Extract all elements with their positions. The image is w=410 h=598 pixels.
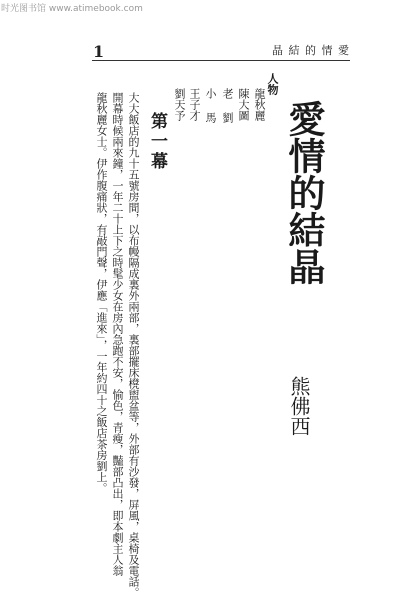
cast-member: 老 劉 xyxy=(221,88,234,123)
page-number: 1 xyxy=(93,42,105,61)
cast-member: 劉天予 xyxy=(173,88,186,121)
watermark: 时光图书馆 www.atimebook.com xyxy=(1,4,143,14)
body-line: 龍秋麗女士。伊作腹痛狀，有敲門聲，伊應「進來」，一年約四十之飯店茶房劉上。 xyxy=(95,92,108,494)
play-title: 愛情的結晶 xyxy=(282,100,326,285)
cast-member: 龍秋麗 xyxy=(253,88,266,121)
cast-member: 陳大圖 xyxy=(237,88,250,121)
author: 熊佛西 xyxy=(287,376,311,436)
running-head: 晶 結 的 情 愛 xyxy=(272,44,350,57)
act-heading: 第一幕 xyxy=(147,112,167,172)
cast-member: 小 馬 xyxy=(204,88,217,123)
cast-member: 王子才 xyxy=(188,88,201,121)
body-line: 大大飯店的九十五號房間，以布幔隔成裏外兩部，裏部擺床櫈盥盆等，外部有沙發，屏風，桌椅及電話。 xyxy=(127,92,140,598)
cast-heading: 人物 xyxy=(266,73,279,95)
body-line: 開幕時候兩來鐘，一年二十上下之時髦少女在房內急跑不安，愉色，青瘦，豔部凸出，即本劇主人翁 xyxy=(111,92,124,576)
header-rule xyxy=(92,60,350,61)
